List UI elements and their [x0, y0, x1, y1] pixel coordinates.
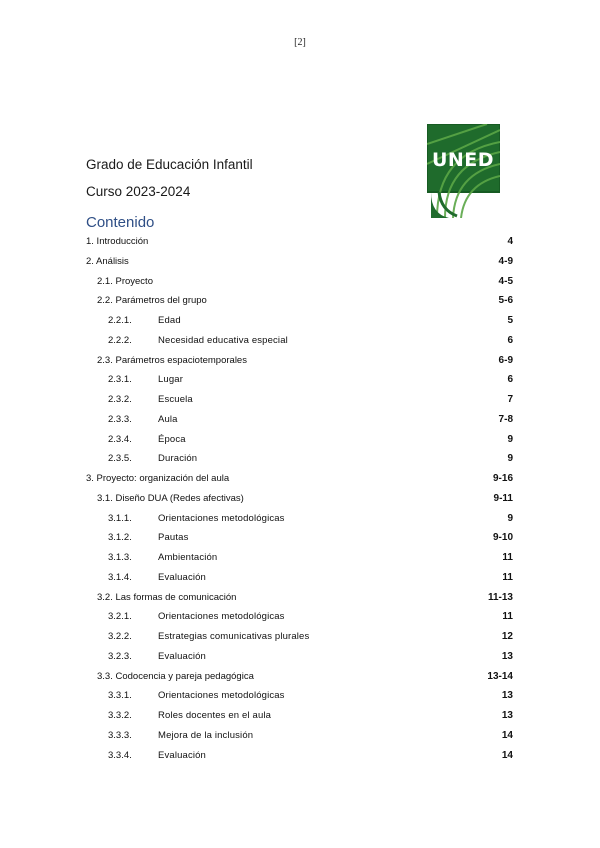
toc-entry[interactable] — [0, 571, 600, 585]
toc-entry-page: 13 — [501, 710, 513, 721]
toc-entry-title: 1. Introducción — [86, 236, 149, 247]
toc-entry-title: Ambientación — [158, 552, 218, 563]
toc-entry-page: 12 — [501, 631, 513, 642]
toc-entry-title: Orientaciones metodológicas — [158, 611, 285, 623]
toc-entry-title: 3.3. Codocencia y pareja pedagógica — [97, 670, 254, 682]
toc-entry-page: 11 — [502, 552, 513, 563]
uned-logo-text: UNED — [431, 149, 495, 171]
toc-entry[interactable] — [0, 551, 600, 565]
toc-entry-page: 13 — [501, 690, 513, 702]
toc-entry[interactable] — [0, 334, 600, 348]
toc-entry-title: Edad — [158, 315, 181, 326]
toc-entry-title: Duración — [158, 453, 198, 465]
toc-entry-page: 11 — [502, 611, 513, 623]
toc-entry[interactable] — [0, 591, 600, 605]
toc-entry-page: 5 — [507, 315, 513, 326]
toc-entry-page: 7 — [507, 394, 513, 405]
contents-heading: Contenido — [86, 214, 155, 231]
toc-entry[interactable] — [0, 512, 600, 526]
toc-entry-title: Época — [158, 433, 186, 445]
toc-entry-title: 2.2. Parámetros del grupo — [97, 295, 207, 307]
toc-entry-page: 14 — [501, 749, 513, 761]
toc-entry-title: Mejora de la inclusión — [158, 729, 254, 741]
toc-entry-number: 2.3.2. — [108, 394, 132, 405]
toc-entry-page: 4 — [507, 236, 513, 247]
toc-entry[interactable] — [0, 630, 600, 644]
toc-entry[interactable] — [0, 235, 600, 249]
toc-entry-number: 2.3.4. — [108, 433, 132, 445]
toc-entry-number: 2.3.1. — [108, 374, 132, 386]
toc-entry[interactable] — [0, 472, 600, 486]
toc-entry-page: 4-5 — [498, 275, 513, 287]
toc-entry-number: 3.3.3. — [108, 729, 132, 741]
toc-entry[interactable] — [0, 314, 600, 328]
toc-entry-title: Pautas — [158, 532, 189, 544]
toc-entry-page: 6 — [507, 374, 513, 386]
toc-entry[interactable] — [0, 709, 600, 723]
toc-entry-number: 3.3.1. — [108, 690, 132, 702]
toc-entry-number: 3.2.3. — [108, 650, 132, 662]
toc-entry-page: 5-6 — [498, 295, 513, 307]
toc-entry[interactable] — [0, 689, 600, 703]
toc-entry-page: 6-9 — [498, 354, 513, 366]
toc-entry-page: 11 — [502, 571, 513, 583]
toc-entry[interactable] — [0, 492, 600, 506]
toc-entry-page: 9 — [507, 453, 513, 465]
toc-entry-number: 3.1.4. — [108, 571, 132, 583]
toc-entry-title: Estrategias comunicativas plurales — [158, 631, 310, 642]
toc-entry-title: Evaluación — [158, 650, 206, 662]
toc-entry[interactable] — [0, 373, 600, 387]
toc-entry[interactable] — [0, 255, 600, 269]
toc-entry[interactable] — [0, 531, 600, 545]
toc-entry[interactable] — [0, 433, 600, 447]
toc-entry-page: 7-8 — [498, 413, 513, 425]
course-year: Curso 2023-2024 — [86, 184, 191, 199]
toc-entry-title: 3.1. Diseño DUA (Redes afectivas) — [97, 492, 244, 504]
toc-entry-page: 13 — [501, 650, 513, 662]
page-number: [2] — [294, 37, 306, 48]
toc-entry-number: 3.2.2. — [108, 631, 132, 642]
toc-entry[interactable] — [0, 413, 600, 427]
toc-entry[interactable] — [0, 275, 600, 289]
toc-entry-number: 3.1.2. — [108, 532, 132, 544]
toc-entry-title: Escuela — [158, 394, 193, 405]
toc-entry-title: Evaluación — [158, 571, 206, 583]
toc-entry-number: 2.2.2. — [108, 334, 132, 346]
toc-entry-title: 3.2. Las formas de comunicación — [97, 591, 237, 603]
toc-entry-page: 9 — [507, 512, 513, 524]
toc-entry[interactable] — [0, 393, 600, 407]
toc-entry-number: 3.1.1. — [108, 512, 132, 524]
toc-entry-number: 3.2.1. — [108, 611, 132, 623]
toc-entry-number: 3.3.2. — [108, 710, 132, 721]
toc-entry-page: 9-10 — [492, 532, 513, 544]
toc-entry[interactable] — [0, 729, 600, 743]
toc-entry-page: 9-16 — [492, 473, 513, 484]
toc-entry-title: 2.3. Parámetros espaciotemporales — [97, 354, 247, 366]
toc-entry[interactable] — [0, 610, 600, 624]
toc-entry-page: 14 — [501, 729, 513, 741]
toc-entry-number: 3.3.4. — [108, 749, 132, 761]
toc-entry-number: 2.3.3. — [108, 413, 132, 425]
toc-entry-number: 3.1.3. — [108, 552, 132, 563]
toc-entry-title: Evaluación — [158, 749, 206, 761]
toc-entry-number: 2.2.1. — [108, 315, 132, 326]
toc-entry-page: 4-9 — [498, 255, 513, 267]
toc-entry-title: 2. Análisis — [86, 255, 129, 267]
toc-entry-page: 9 — [507, 433, 513, 445]
toc-entry-page: 9-11 — [493, 492, 513, 504]
toc-entry[interactable] — [0, 670, 600, 684]
toc-entry-page: 6 — [507, 334, 513, 346]
toc-entry-title: Roles docentes en el aula — [158, 710, 272, 721]
toc-entry[interactable] — [0, 354, 600, 368]
toc-entry[interactable] — [0, 452, 600, 466]
degree-title: Grado de Educación Infantil — [86, 157, 253, 172]
toc-entry-page: 11-13 — [487, 591, 513, 603]
uned-logo — [427, 124, 500, 218]
toc-entry[interactable] — [0, 294, 600, 308]
toc-entry-page: 13-14 — [487, 670, 513, 682]
toc-entry-title: 3. Proyecto: organización del aula — [86, 473, 230, 484]
toc-entry-title: Lugar — [158, 374, 184, 386]
toc-entry-title: Necesidad educativa especial — [158, 334, 288, 346]
toc-entry-title: Aula — [158, 413, 178, 425]
toc-entry-title: Orientaciones metodológicas — [158, 512, 285, 524]
toc-entry[interactable] — [0, 749, 600, 763]
toc-entry[interactable] — [0, 650, 600, 664]
toc-entry-number: 2.3.5. — [108, 453, 132, 465]
toc-entry-title: Orientaciones metodológicas — [158, 690, 285, 702]
toc-entry-title: 2.1. Proyecto — [97, 275, 153, 287]
